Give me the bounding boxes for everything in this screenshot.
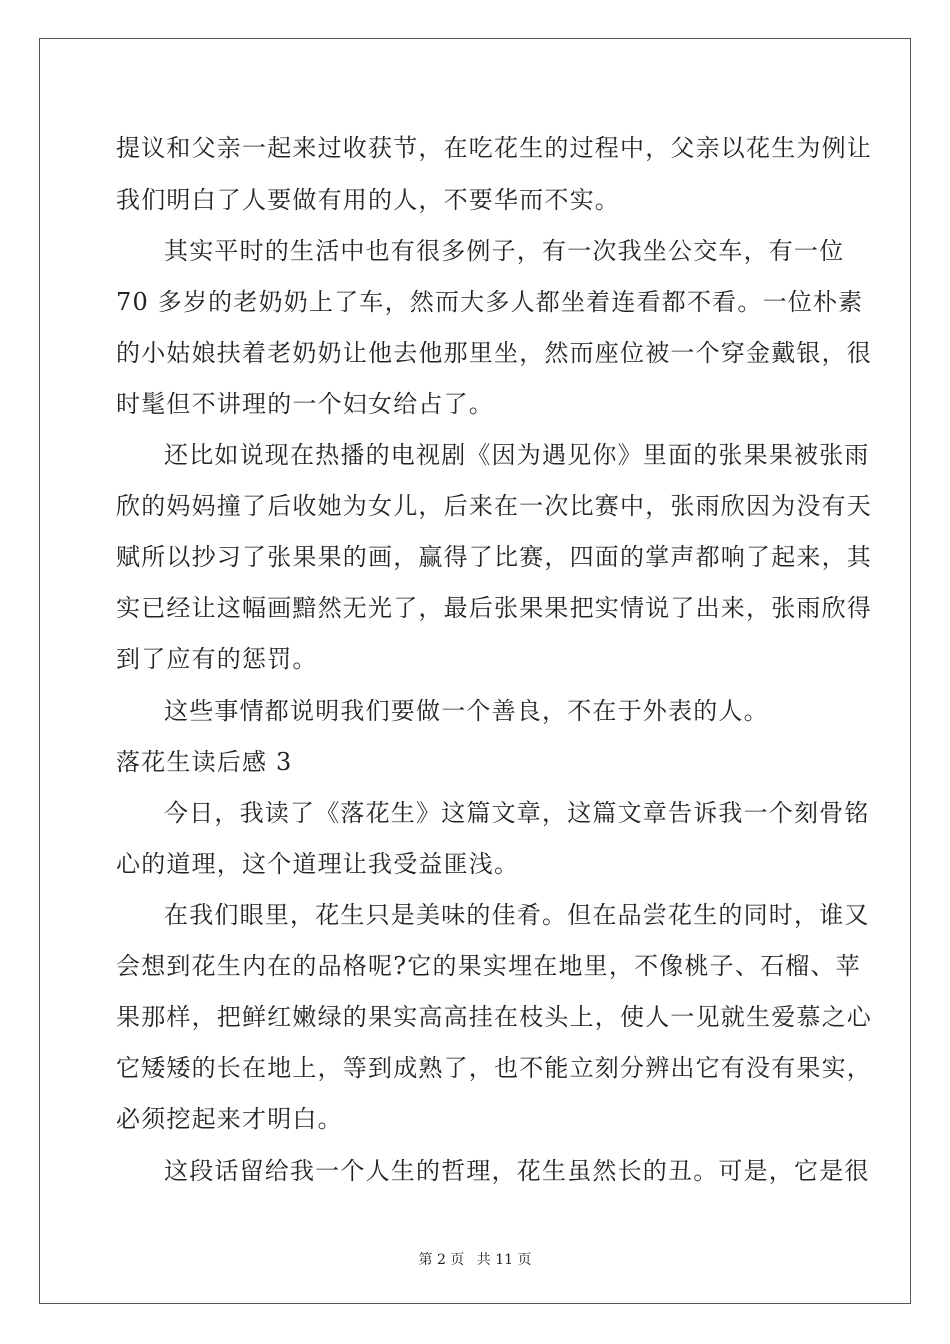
text-line: 会想到花生内在的品格呢?它的果实埋在地里，不像桃子、石榴、苹: [116, 952, 861, 980]
text-line: 必须挖起来才明白。: [116, 1105, 343, 1133]
text-line: 这些事情都说明我们要做一个善良，不在于外表的人。: [164, 697, 769, 725]
text-line: 70 多岁的老奶奶上了车，然而大多人都坐着连看都不看。一位朴素: [116, 288, 864, 316]
text-line: 实已经让这幅画黯然无光了，最后张果果把实情说了出来，张雨欣得: [116, 594, 872, 622]
page-number: 第 2 页: [418, 1252, 465, 1268]
page-total: 共 11 页: [476, 1252, 532, 1268]
text-line: 我们明白了人要做有用的人，不要华而不实。: [116, 186, 620, 214]
text-line: 时髦但不讲理的一个妇女给占了。: [116, 390, 494, 418]
text-line: 果那样，把鲜红嫩绿的果实高高挂在枝头上，使人一见就生爱慕之心: [116, 1003, 872, 1031]
text-line: 其实平时的生活中也有很多例子，有一次我坐公交车，有一位: [164, 237, 845, 265]
section-heading: 落花生读后感 3: [116, 748, 293, 776]
text-line: 提议和父亲一起来过收获节，在吃花生的过程中，父亲以花生为例让: [116, 134, 872, 162]
page-footer: [0, 1249, 950, 1269]
text-line: 到了应有的惩罚。: [116, 645, 318, 673]
text-line: 它矮矮的长在地上，等到成熟了，也不能立刻分辨出它有没有果实，: [116, 1054, 872, 1082]
text-line: 赋所以抄习了张果果的画，赢得了比赛，四面的掌声都响了起来，其: [116, 543, 872, 571]
text-line: 在我们眼里，花生只是美味的佳肴。但在品尝花生的同时，谁又: [164, 901, 870, 929]
text-line: 这段话留给我一个人生的哲理，花生虽然长的丑。可是，它是很: [164, 1157, 870, 1185]
text-line: 的小姑娘扶着老奶奶让他去他那里坐，然而座位被一个穿金戴银，很: [116, 339, 872, 367]
text-line: 今日，我读了《落花生》这篇文章，这篇文章告诉我一个刻骨铭: [164, 799, 870, 827]
text-line: 心的道理，这个道理让我受益匪浅。: [116, 850, 520, 878]
text-line: 欣的妈妈撞了后收她为女儿，后来在一次比赛中，张雨欣因为没有天: [116, 492, 872, 520]
text-line: 还比如说现在热播的电视剧《因为遇见你》里面的张果果被张雨: [164, 441, 870, 469]
